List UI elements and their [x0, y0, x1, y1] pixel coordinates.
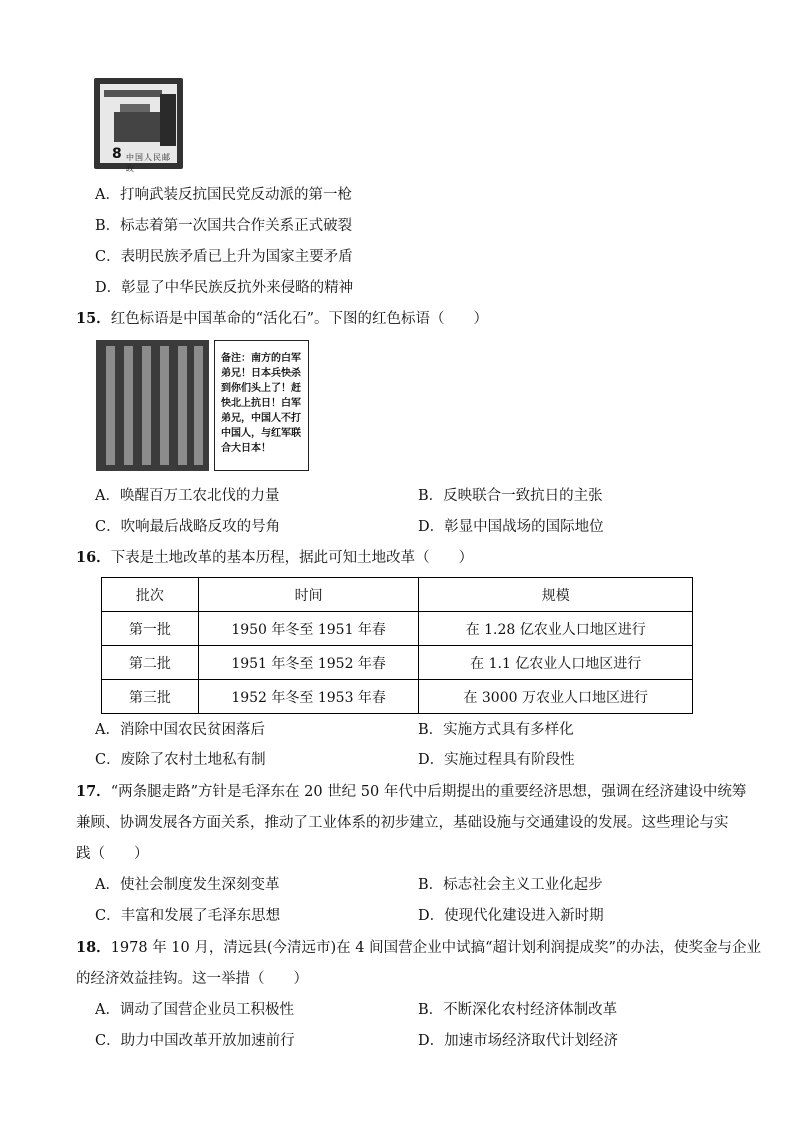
q14-option-a: A．打响武装反抗国民党反动派的第一枪 [95, 187, 352, 203]
table-cell: 第一批 [102, 612, 199, 646]
q15-option-b: B．反映联合一致抗日的主张 [418, 488, 603, 504]
q18-stem-text: 1978 年 10 月，清远县(今清远市)在 4 间国营企业中试搞“超计划利润提成奖”的办法，使奖金与企业 [110, 940, 761, 956]
q16-option-d: D．实施过程具有阶段性 [418, 752, 575, 768]
table-header-cell: 批次 [102, 578, 199, 612]
q18-option-b: B．不断深化农村经济体制改革 [418, 1002, 618, 1018]
table-cell: 1950 年冬至 1951 年春 [198, 612, 419, 646]
q16-option-a: A．消除中国农民贫困落后 [95, 722, 265, 738]
q15-stem [76, 309, 488, 329]
q17-stem-line-3: 践（ ） [76, 846, 149, 862]
table-header-row [102, 578, 693, 612]
table-cell: 第三批 [102, 680, 199, 714]
q17-option-c: C．丰富和发展了毛泽东思想 [95, 908, 281, 924]
q17-option-b: B．标志社会主义工业化起步 [418, 877, 603, 893]
q14-option-b: B．标志着第一次国共合作关系正式破裂 [95, 218, 353, 234]
stamp-banner [104, 90, 162, 97]
q17-option-d: D．使现代化建设进入新时期 [418, 908, 604, 924]
q18-stem-line-1 [76, 938, 761, 958]
table-cell: 1951 年冬至 1952 年春 [198, 646, 419, 680]
q15-option-d: D．彰显中国战场的国际地位 [418, 519, 604, 535]
q14-option-c: C．表明民族矛盾已上升为国家主要矛盾 [95, 249, 353, 265]
q16-number: 16． [76, 549, 111, 566]
q15-number: 15． [76, 310, 111, 327]
table-header-cell: 时间 [198, 578, 419, 612]
q17-option-a: A．使社会制度发生深刻变革 [95, 877, 280, 893]
q17-stem-line-1 [76, 782, 746, 802]
q15-option-a: A．唤醒百万工农北伐的力量 [95, 488, 280, 504]
table-cell: 在 3000 万农业人口地区进行 [419, 680, 693, 714]
q14-option-d: D．彰显了中华民族反抗外来侵略的精神 [95, 280, 354, 296]
stamp-value: 8 [112, 146, 122, 162]
table-header-cell: 规模 [419, 578, 693, 612]
q18-number: 18． [76, 939, 111, 956]
stamp-building [114, 112, 160, 142]
table-cell: 1952 年冬至 1953 年春 [198, 680, 419, 714]
table-row [102, 646, 693, 680]
q16-stem [76, 548, 473, 568]
q17-stem-line-2: 兼顾、协调发展各方面关系，推动了工业体系的初步建立，基础设施与交通建设的发展。这些理论与实 [76, 815, 729, 831]
table-row [102, 680, 693, 714]
q18-option-c: C．助力中国改革开放加速前行 [95, 1033, 295, 1049]
red-slogan-photo [96, 340, 209, 471]
q15-stem-text: 红色标语是中国革命的“活化石”。下图的红色标语（ ） [110, 311, 489, 327]
q17-number: 17． [76, 783, 111, 800]
table-cell: 在 1.28 亿农业人口地区进行 [419, 612, 693, 646]
q18-stem-line-2: 的经济效益挂钩。这一举措（ ） [76, 971, 308, 987]
q15-option-c: C．吹响最后战略反攻的号角 [95, 519, 281, 535]
q16-option-b: B．实施方式具有多样化 [418, 722, 574, 738]
table-cell: 第二批 [102, 646, 199, 680]
table-row [102, 612, 693, 646]
slogan-note-box: 备注：南方的白军弟兄！日本兵快杀到你们头上了！赶快北上抗日！白军弟兄，中国人不打中国人，与红军联合大日本！ [214, 340, 309, 471]
q16-stem-text: 下表是土地改革的基本历程，据此可知土地改革（ ） [110, 550, 474, 566]
stamp-country-text: 中国人民邮政 [126, 153, 171, 173]
q16-option-c: C．废除了农村土地私有制 [95, 752, 266, 768]
q17-stem-text: “两条腿走路”方针是毛泽东在 20 世纪 50 年代中后期提出的重要经济思想，强调在经济建设中统筹 [110, 784, 747, 800]
q18-option-d: D．加速市场经济取代计划经济 [418, 1033, 619, 1049]
commemorative-stamp-image [94, 78, 183, 173]
table-cell: 在 1.1 亿农业人口地区进行 [419, 646, 693, 680]
q18-option-a: A．调动了国营企业员工积极性 [95, 1002, 294, 1018]
land-reform-table [101, 577, 693, 714]
stamp-flag [160, 94, 176, 146]
stamp-picture [100, 84, 177, 173]
